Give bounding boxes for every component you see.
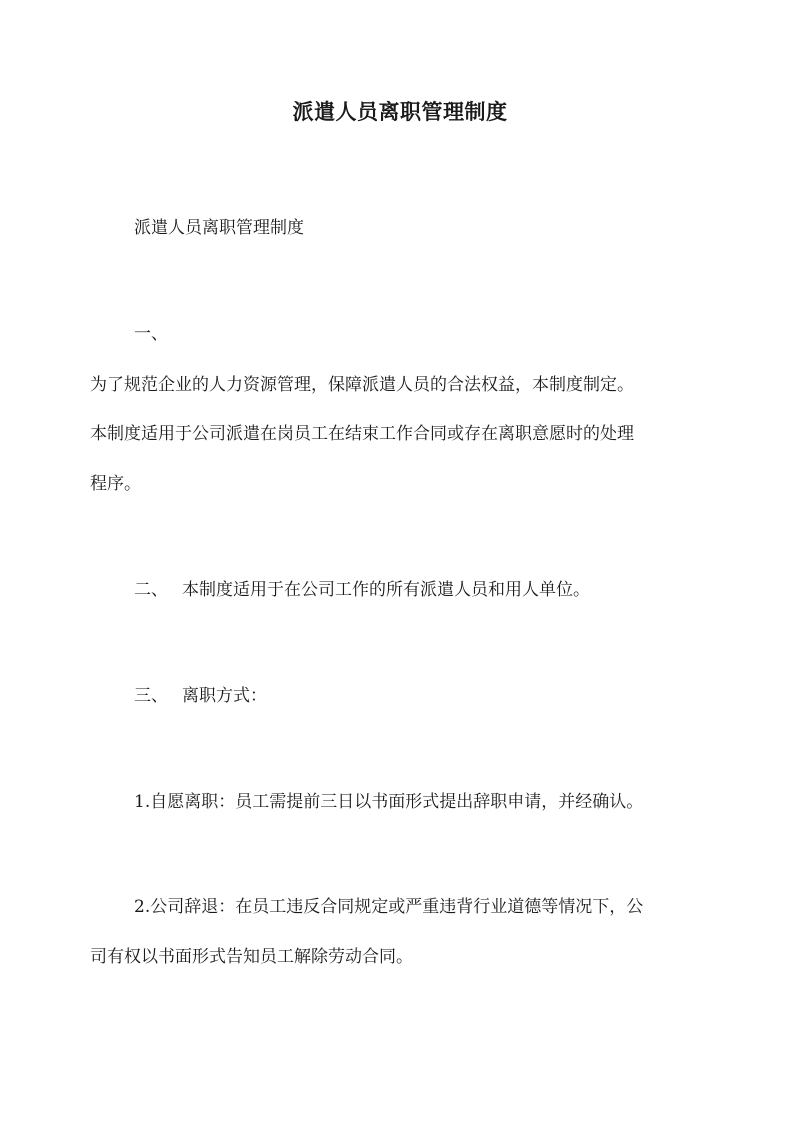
section-2: [90, 570, 754, 610]
item-2-line-1: 2.公司辞退：在员工违反合同规定或严重违背行业道德等情况下，公: [134, 897, 644, 917]
document-subtitle: 派遣人员离职管理制度: [134, 218, 304, 238]
section-1-number: 一、: [134, 324, 168, 344]
item-2-line-2: 司有权以书面形式告知员工解除劳动合同。: [90, 947, 413, 967]
section-1-line-1: 为了规范企业的人力资源管理，保障派遣人员的合法权益，本制度制定。: [90, 375, 634, 395]
section-3-number: 三、: [134, 686, 168, 706]
section-3-text: 离职方式：: [182, 686, 267, 706]
section-3: [90, 676, 754, 716]
section-1-line-3: 程序。: [90, 474, 141, 494]
item-1-voluntary-resignation: 1.自愿离职：员工需提前三日以书面形式提出辞职申请，并经确认。: [134, 792, 644, 812]
section-2-text: 本制度适用于在公司工作的所有派遣人员和用人单位。: [182, 580, 590, 600]
section-2-number: 二、: [134, 580, 168, 600]
document-title: 派遣人员离职管理制度: [292, 99, 508, 124]
section-1-line-2: 本制度适用于公司派遣在岗员工在结束工作合同或存在离职意愿时的处理: [90, 424, 634, 444]
